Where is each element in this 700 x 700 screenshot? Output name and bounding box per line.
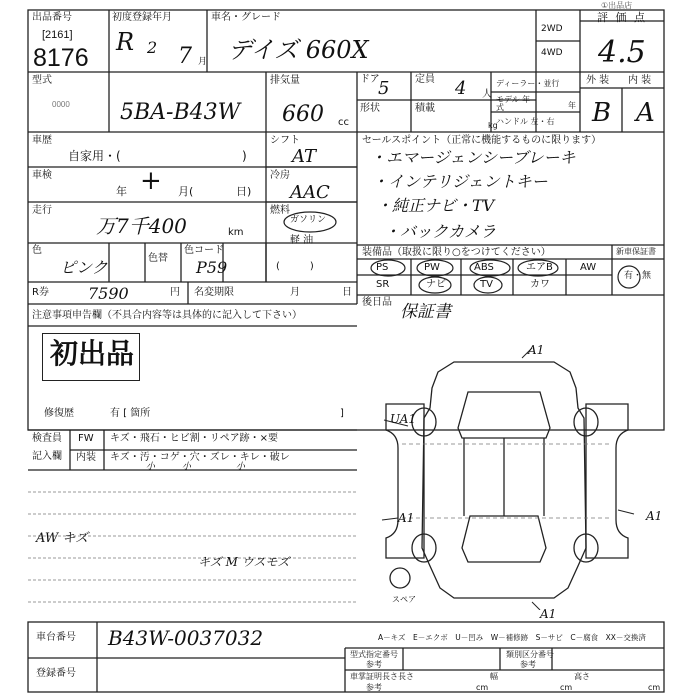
first-reg-month-unit: 月	[198, 57, 208, 67]
chassis-label: 車台番号	[36, 632, 76, 643]
inspection-mark: +	[140, 166, 162, 196]
warranty-label: 新車保証書	[616, 247, 656, 256]
inspector-note-aw: AW キズ	[36, 531, 89, 546]
repair-label: 修復歴	[44, 408, 74, 419]
ac-value: AAC	[290, 182, 330, 203]
equipment-circle-marks	[360, 258, 610, 296]
shape-label: 形状	[360, 103, 380, 114]
disp-label: 排気量	[270, 75, 300, 86]
history-label: 車歴	[32, 135, 52, 146]
shift-value: AT	[292, 146, 317, 167]
equip-ps: PS	[376, 262, 389, 273]
handle-label: ハンドル 左・右	[496, 117, 555, 126]
load-unit: kg	[488, 121, 498, 130]
equip-aw: AW	[580, 262, 597, 273]
inspection-year: 年	[116, 185, 127, 198]
mileage-unit: km	[228, 227, 244, 238]
shift-label: シフト	[270, 135, 300, 146]
damage-legend: A－キズ E－エクボ U－凹み W－補修跡 S－サビ C－腐食 XX－交換済	[378, 633, 646, 642]
sales-point: ・バックカメラ	[384, 222, 497, 241]
repair-value: 有 [ 箇所	[110, 408, 151, 419]
damage-mark: A1	[528, 343, 545, 357]
width-unit: cm	[560, 683, 573, 692]
damage-mark: UA1	[390, 412, 417, 426]
equipment-title: 装備品（取扱に限り○をつけてください）	[362, 247, 551, 258]
ext-label: 外 装	[586, 75, 610, 86]
dealer-label: ディーラー・並行	[496, 79, 560, 88]
color-label: 色	[32, 245, 42, 256]
fuel-label: 燃料	[270, 205, 290, 216]
door-label: ドア	[360, 74, 380, 85]
height-label: 高さ	[574, 672, 590, 681]
lot-label: 出品番号	[32, 12, 72, 23]
warranty-value: 有・無	[624, 271, 652, 281]
equip-navi: ナビ	[426, 279, 446, 290]
door-value: 5	[378, 78, 390, 99]
inspection-month: 月(	[178, 185, 194, 198]
sales-point: ・インテリジェントキー	[372, 172, 548, 191]
plate-expiry-label: 名変期限	[194, 287, 234, 298]
recycle-value: 7590	[88, 284, 129, 303]
lot-number: 8176	[33, 44, 89, 72]
spare-label: スペア	[392, 595, 416, 604]
sales-point: ・純正ナビ・TV	[376, 196, 495, 215]
car-damage-diagram	[372, 348, 642, 610]
history-close: )	[242, 149, 247, 163]
inspector-marks: 小 小 小	[146, 462, 246, 472]
color-code-label: 色コード	[184, 245, 224, 256]
equip-abs: ABS	[474, 262, 494, 273]
length-label: 長さ	[398, 672, 414, 681]
first-reg-label: 初度登録年月	[112, 12, 172, 23]
fuel-value: ガソリン	[290, 215, 327, 225]
docs-value: 保証書	[400, 302, 451, 322]
lot-small: 0000	[52, 100, 70, 109]
inspector-label: 検査員	[32, 433, 62, 444]
disp-unit: cc	[338, 117, 349, 128]
top-right-note: ①出品店	[601, 1, 633, 10]
notes-title: 注意事項申告欄（不具合内容等は具体的に記入して下さい）	[32, 310, 302, 321]
limit-label: 車掌証明長さ	[350, 672, 398, 681]
mileage-value: 万7千400	[96, 214, 187, 238]
drive-4wd: 4WD	[541, 48, 563, 58]
first-reg-year: 2	[147, 38, 158, 57]
fuel-alt: 軽 油	[290, 235, 314, 246]
first-reg-month: 7	[178, 44, 192, 69]
year-unit: 年	[568, 101, 576, 110]
equip-pw: PW	[424, 262, 440, 273]
score-value: 4.5	[598, 35, 646, 70]
fuel-bracket: ( )	[276, 261, 314, 272]
first-reg-era: R	[116, 28, 135, 56]
height-unit: cm	[648, 683, 661, 692]
capacity-unit: 人	[482, 89, 492, 100]
plate-day: 日	[342, 287, 352, 298]
inspection-day: 日)	[236, 185, 252, 198]
recycle-unit: 円	[170, 287, 180, 298]
registration-label: 登録番号	[36, 668, 76, 679]
int-value: A	[636, 98, 655, 128]
sales-title: セールスポイント（正常に機能するものに限ります）	[362, 135, 602, 146]
width-label: 幅	[490, 672, 498, 681]
model-value: デイズ 660X	[228, 36, 369, 64]
class-ref: 参考	[520, 660, 536, 669]
equip-tv: TV	[480, 279, 493, 290]
disp-value: 660	[282, 102, 324, 127]
fw-label: FW	[78, 433, 94, 444]
load-label: 積載	[415, 103, 435, 114]
damage-mark: A1	[398, 511, 415, 525]
type-cert-ref: 参考	[366, 660, 382, 669]
color-change-label: 色替	[148, 253, 168, 264]
model-label: 車名・グレード	[211, 12, 281, 23]
sales-point: ・エマージェンシーブレーキ	[370, 148, 576, 167]
ac-label: 冷房	[270, 170, 290, 181]
equip-leather: カワ	[530, 279, 550, 290]
inspection-label: 車検	[32, 170, 52, 181]
color-value: ピンク	[60, 258, 108, 277]
warranty-circle-mark	[616, 264, 642, 290]
fw-items: キズ・飛石・ヒビ割・リペア跡・×要	[110, 433, 278, 444]
capacity-value: 4	[455, 78, 467, 99]
inspector-label-2: 記入欄	[32, 451, 62, 462]
ext-value: B	[592, 98, 612, 128]
equip-airbag: エアB	[526, 262, 553, 273]
limit-ref: 参考	[366, 683, 382, 692]
drive-2wd: 2WD	[541, 24, 563, 34]
plate-month: 月	[290, 287, 300, 298]
color-code-value: P59	[196, 258, 228, 277]
inspector-note-scratch: キズ M ウスモズ	[198, 555, 290, 569]
capacity-label: 定員	[415, 74, 435, 85]
history-value: 自家用・(	[68, 149, 121, 163]
interior-label: 内装	[76, 452, 96, 463]
lot-code: [2161]	[42, 29, 73, 41]
repair-close: ]	[340, 408, 344, 419]
equip-sr: SR	[376, 279, 390, 290]
interior-items: キズ・汚・コゲ・穴・ズレ・キレ・破レ	[110, 452, 290, 463]
model-year-label: モデル 年式	[496, 95, 531, 112]
type-label: 型式	[32, 75, 52, 86]
int-label: 内 装	[628, 75, 652, 86]
damage-mark: A1	[540, 607, 557, 621]
first-listing-text: 初出品	[50, 337, 135, 370]
fuel-circle-mark	[282, 210, 338, 234]
mileage-label: 走行	[32, 205, 52, 216]
recycle-label: R券	[32, 287, 49, 298]
damage-mark: A1	[646, 509, 663, 523]
docs-label: 後日品	[362, 297, 392, 308]
score-label: 評 価 点	[597, 11, 647, 24]
length-unit: cm	[476, 683, 489, 692]
chassis-value: B43W-0037032	[108, 626, 264, 650]
class-label: 類別区分番号	[506, 650, 554, 659]
type-value: 5BA-B43W	[120, 100, 241, 125]
type-cert-label: 型式指定番号	[350, 650, 398, 659]
